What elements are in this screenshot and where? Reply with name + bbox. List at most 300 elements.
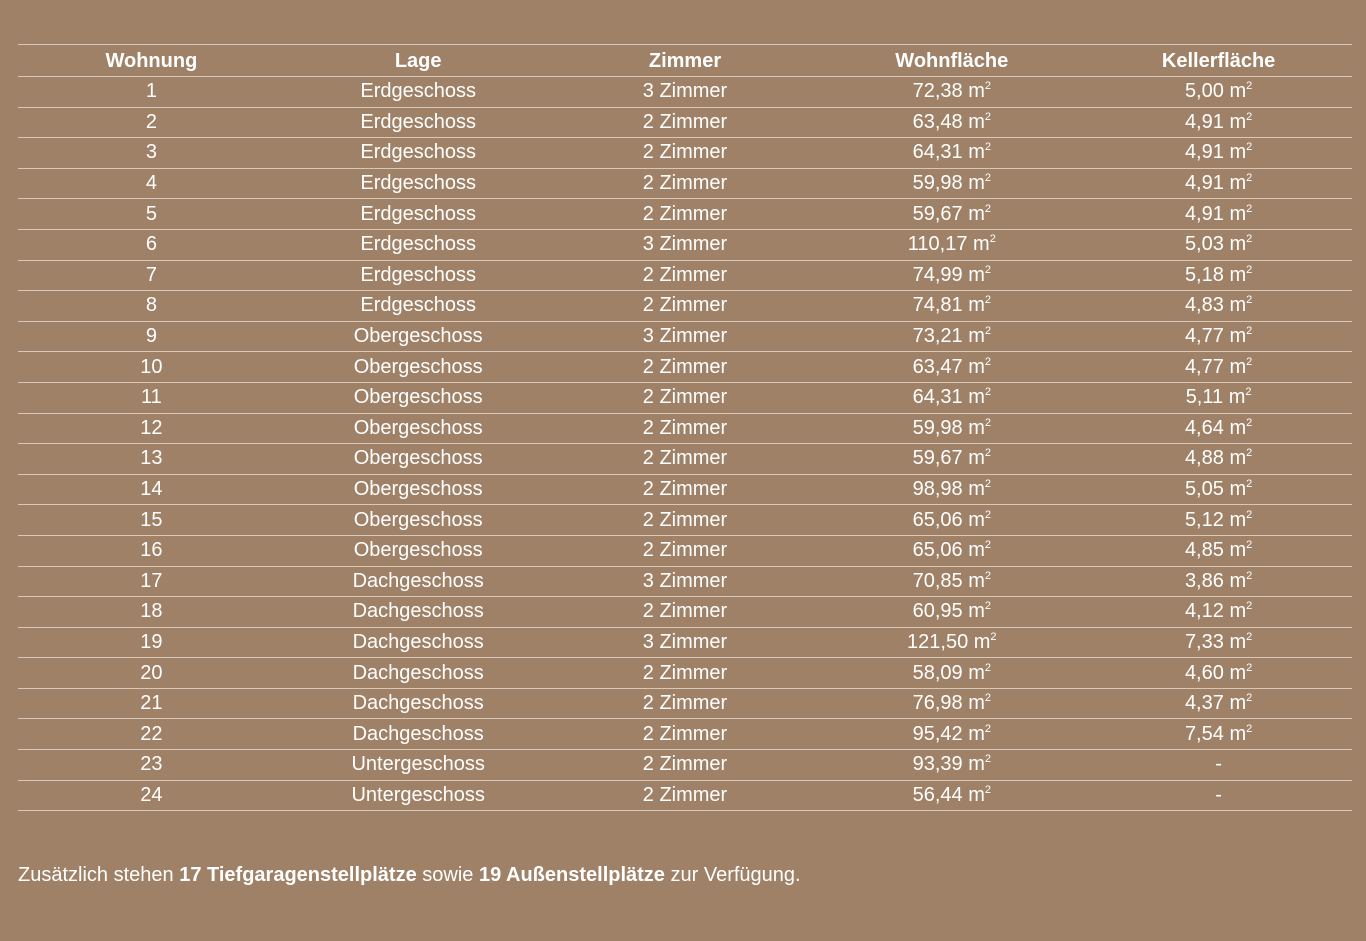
table-row xyxy=(18,658,1352,689)
cell-wohnflaeche-value: 59,67 xyxy=(912,202,963,225)
cell-wohnung-value: 2 xyxy=(145,110,157,133)
cell-kellerflaeche-value: 4,91 xyxy=(1184,110,1224,133)
cell-wohnflaeche-value: 63,48 xyxy=(912,110,963,133)
cell-zimmer xyxy=(552,566,819,597)
cell-kellerflaeche xyxy=(1085,260,1352,291)
unit-exponent: 2 xyxy=(1246,172,1253,185)
cell-lage-value: Erdgeschoss xyxy=(360,202,476,225)
cell-kellerflaeche xyxy=(1085,444,1352,475)
table-row xyxy=(18,719,1352,750)
cell-lage-value: Obergeschoss xyxy=(353,539,483,562)
cell-zimmer xyxy=(552,107,819,138)
table-row xyxy=(18,750,1352,781)
header-wohnung: Wohnung xyxy=(18,45,285,77)
unit-exponent: 2 xyxy=(984,110,991,123)
cell-wohnung-value: 9 xyxy=(145,325,157,348)
cell-wohnflaeche xyxy=(818,719,1085,750)
cell-zimmer xyxy=(552,535,819,566)
cell-wohnung-value: 13 xyxy=(140,447,163,470)
unit-label: m xyxy=(1229,569,1247,592)
unit-exponent: 2 xyxy=(1246,447,1253,460)
unit-label: m xyxy=(1229,722,1247,745)
cell-wohnflaeche-value: 76,98 xyxy=(912,692,963,715)
cell-kellerflaeche xyxy=(1085,597,1352,628)
unit-label: m xyxy=(968,325,985,348)
cell-zimmer-value: 2 Zimmer xyxy=(642,692,728,715)
table-row xyxy=(18,780,1352,811)
cell-kellerflaeche xyxy=(1085,107,1352,138)
cell-zimmer xyxy=(552,597,819,628)
unit-exponent: 2 xyxy=(1245,386,1252,399)
cell-kellerflaeche-value: 5,18 xyxy=(1184,263,1224,286)
cell-lage xyxy=(285,352,552,383)
unit-label: m xyxy=(968,141,985,164)
unit-exponent: 2 xyxy=(984,263,991,276)
cell-zimmer xyxy=(552,352,819,383)
cell-zimmer-value: 2 Zimmer xyxy=(642,478,728,501)
unit-label: m xyxy=(1229,355,1247,378)
unit-exponent: 2 xyxy=(984,692,991,705)
table-row xyxy=(18,382,1352,413)
unit-label: m xyxy=(968,692,985,715)
cell-lage-value: Erdgeschoss xyxy=(360,294,476,317)
cell-zimmer xyxy=(552,291,819,322)
cell-wohnflaeche-value: 110,17 xyxy=(907,233,968,256)
cell-lage xyxy=(285,780,552,811)
cell-wohnung-value: 16 xyxy=(140,539,163,562)
unit-exponent: 2 xyxy=(984,386,991,399)
unit-exponent: 2 xyxy=(1246,416,1253,429)
cell-lage-value: Untergeschoss xyxy=(351,753,485,776)
cell-lage xyxy=(285,321,552,352)
cell-wohnflaeche-value: 56,44 xyxy=(912,783,963,806)
table-row xyxy=(18,168,1352,199)
unit-exponent: 2 xyxy=(984,172,991,185)
cell-wohnflaeche-value: 64,31 xyxy=(912,386,963,409)
cell-wohnflaeche xyxy=(818,291,1085,322)
cell-lage-value: Erdgeschoss xyxy=(360,172,476,195)
unit-label: m xyxy=(968,110,985,133)
unit-label: m xyxy=(968,722,985,745)
cell-kellerflaeche-value: 5,03 xyxy=(1184,233,1224,256)
cell-kellerflaeche-value: 4,12 xyxy=(1184,600,1224,623)
cell-kellerflaeche-value: 4,91 xyxy=(1184,172,1224,195)
cell-wohnflaeche-value: 65,06 xyxy=(912,539,963,562)
cell-kellerflaeche-value: 5,05 xyxy=(1184,478,1224,501)
cell-zimmer-value: 3 Zimmer xyxy=(642,630,728,653)
cell-wohnung xyxy=(18,444,285,475)
cell-zimmer-value: 3 Zimmer xyxy=(642,80,728,103)
unit-label: m xyxy=(968,783,985,806)
cell-zimmer-value: 2 Zimmer xyxy=(642,508,728,531)
unit-exponent: 2 xyxy=(1246,294,1253,307)
cell-wohnung xyxy=(18,750,285,781)
cell-lage xyxy=(285,107,552,138)
cell-wohnflaeche-value: 58,09 xyxy=(912,661,963,684)
cell-zimmer xyxy=(552,229,819,260)
cell-wohnung-value: 10 xyxy=(140,355,163,378)
unit-label: m xyxy=(968,355,985,378)
cell-zimmer-value: 2 Zimmer xyxy=(642,447,728,470)
unit-label: m xyxy=(1229,110,1247,133)
footnote-outdoor-count: 19 Außenstellplätze xyxy=(478,864,665,886)
unit-label: m xyxy=(968,386,985,409)
header-lage: Lage xyxy=(285,45,552,77)
cell-zimmer xyxy=(552,780,819,811)
cell-wohnung-value: 20 xyxy=(140,661,163,684)
cell-kellerflaeche-value: 7,54 xyxy=(1184,722,1224,745)
cell-wohnflaeche-value: 121,50 xyxy=(907,630,969,653)
unit-label: m xyxy=(1229,447,1247,470)
unit-exponent: 2 xyxy=(1246,600,1253,613)
unit-label: m xyxy=(968,539,985,562)
unit-exponent: 2 xyxy=(1246,722,1253,735)
cell-wohnflaeche xyxy=(818,505,1085,536)
cell-zimmer-value: 2 Zimmer xyxy=(642,110,728,133)
cell-zimmer-value: 3 Zimmer xyxy=(642,325,728,348)
unit-exponent: 2 xyxy=(984,539,991,552)
cell-wohnflaeche-value: 70,85 xyxy=(912,569,963,592)
cell-lage xyxy=(285,260,552,291)
unit-label: m xyxy=(1229,172,1247,195)
unit-exponent: 2 xyxy=(1246,141,1253,154)
cell-wohnflaeche xyxy=(818,566,1085,597)
cell-zimmer-value: 2 Zimmer xyxy=(642,202,728,225)
unit-exponent: 2 xyxy=(1246,478,1253,491)
unit-label: m xyxy=(1229,692,1247,715)
cell-kellerflaeche-value: - xyxy=(1215,783,1222,806)
cell-wohnflaeche xyxy=(818,352,1085,383)
cell-kellerflaeche-value: 5,00 xyxy=(1184,80,1224,103)
table-row xyxy=(18,352,1352,383)
cell-lage-value: Erdgeschoss xyxy=(360,233,476,256)
unit-label: m xyxy=(1229,539,1247,562)
table-row xyxy=(18,444,1352,475)
cell-wohnflaeche-value: 59,98 xyxy=(912,172,963,195)
cell-wohnflaeche-value: 60,95 xyxy=(912,600,963,623)
cell-zimmer-value: 2 Zimmer xyxy=(642,661,728,684)
cell-wohnflaeche xyxy=(818,199,1085,230)
cell-kellerflaeche xyxy=(1085,321,1352,352)
cell-wohnung xyxy=(18,566,285,597)
cell-wohnung xyxy=(18,719,285,750)
cell-zimmer-value: 2 Zimmer xyxy=(642,539,728,562)
cell-lage-value: Untergeschoss xyxy=(351,783,485,806)
cell-zimmer xyxy=(552,168,819,199)
cell-kellerflaeche xyxy=(1085,688,1352,719)
cell-zimmer xyxy=(552,382,819,413)
unit-label: m xyxy=(968,202,985,225)
cell-kellerflaeche xyxy=(1085,77,1352,108)
unit-exponent: 2 xyxy=(984,325,991,338)
cell-wohnung xyxy=(18,321,285,352)
cell-wohnung xyxy=(18,535,285,566)
table-row xyxy=(18,505,1352,536)
cell-wohnflaeche-value: 65,06 xyxy=(912,508,963,531)
cell-lage-value: Erdgeschoss xyxy=(360,110,476,133)
cell-wohnung xyxy=(18,780,285,811)
cell-lage xyxy=(285,627,552,658)
cell-kellerflaeche xyxy=(1085,750,1352,781)
unit-exponent: 2 xyxy=(1246,630,1253,643)
cell-wohnung-value: 19 xyxy=(140,630,163,653)
cell-wohnflaeche xyxy=(818,77,1085,108)
cell-lage xyxy=(285,444,552,475)
unit-label: m xyxy=(968,172,985,195)
cell-lage xyxy=(285,199,552,230)
cell-wohnflaeche xyxy=(818,382,1085,413)
cell-wohnung xyxy=(18,229,285,260)
unit-exponent: 2 xyxy=(984,661,991,674)
cell-wohnflaeche xyxy=(818,535,1085,566)
cell-wohnung-value: 18 xyxy=(140,600,163,623)
unit-label: m xyxy=(1229,416,1247,439)
unit-exponent: 2 xyxy=(1246,661,1253,674)
cell-wohnung-value: 6 xyxy=(145,233,157,256)
cell-kellerflaeche xyxy=(1085,566,1352,597)
unit-exponent: 2 xyxy=(984,355,991,368)
unit-exponent: 2 xyxy=(984,416,991,429)
cell-zimmer-value: 2 Zimmer xyxy=(642,753,728,776)
cell-lage-value: Obergeschoss xyxy=(353,416,483,439)
table-row xyxy=(18,597,1352,628)
cell-zimmer-value: 2 Zimmer xyxy=(642,172,728,195)
cell-zimmer-value: 3 Zimmer xyxy=(642,569,728,592)
cell-wohnung xyxy=(18,77,285,108)
cell-wohnflaeche-value: 59,67 xyxy=(912,447,963,470)
cell-wohnung-value: 4 xyxy=(145,172,157,195)
cell-kellerflaeche xyxy=(1085,382,1352,413)
cell-wohnung xyxy=(18,413,285,444)
cell-wohnung xyxy=(18,688,285,719)
cell-lage-value: Obergeschoss xyxy=(353,355,483,378)
cell-wohnflaeche xyxy=(818,260,1085,291)
footnote-garage-count: 17 Tiefgaragenstellplätze xyxy=(179,864,417,886)
cell-wohnung xyxy=(18,597,285,628)
header-row xyxy=(18,45,1352,77)
cell-kellerflaeche-value: 4,91 xyxy=(1184,202,1224,225)
unit-label: m xyxy=(968,661,985,684)
cell-wohnung-value: 1 xyxy=(145,80,157,103)
unit-label: m xyxy=(1229,294,1247,317)
cell-lage xyxy=(285,474,552,505)
cell-wohnflaeche xyxy=(818,658,1085,689)
table-header xyxy=(18,45,1352,77)
cell-wohnung xyxy=(18,505,285,536)
cell-wohnung-value: 5 xyxy=(145,202,157,225)
cell-zimmer-value: 2 Zimmer xyxy=(642,294,728,317)
cell-wohnflaeche xyxy=(818,107,1085,138)
cell-wohnflaeche xyxy=(818,750,1085,781)
table-row xyxy=(18,688,1352,719)
cell-kellerflaeche xyxy=(1085,780,1352,811)
cell-zimmer xyxy=(552,413,819,444)
unit-exponent: 2 xyxy=(984,753,991,766)
unit-label: m xyxy=(968,508,985,531)
cell-wohnung-value: 14 xyxy=(140,478,163,501)
table-row xyxy=(18,474,1352,505)
unit-label: m xyxy=(1229,141,1247,164)
cell-wohnflaeche-value: 64,31 xyxy=(912,141,963,164)
table-row xyxy=(18,199,1352,230)
cell-lage-value: Obergeschoss xyxy=(353,508,483,531)
cell-lage xyxy=(285,168,552,199)
cell-wohnung xyxy=(18,260,285,291)
table-row xyxy=(18,229,1352,260)
cell-zimmer-value: 3 Zimmer xyxy=(642,233,728,256)
cell-wohnung-value: 12 xyxy=(140,416,163,439)
cell-wohnung-value: 22 xyxy=(140,722,163,745)
cell-wohnflaeche xyxy=(818,229,1085,260)
cell-lage xyxy=(285,597,552,628)
unit-label: m xyxy=(968,600,985,623)
cell-lage xyxy=(285,566,552,597)
cell-lage xyxy=(285,750,552,781)
cell-zimmer xyxy=(552,688,819,719)
cell-wohnflaeche-value: 74,81 xyxy=(912,294,963,317)
cell-lage-value: Erdgeschoss xyxy=(360,80,476,103)
table-row xyxy=(18,566,1352,597)
cell-zimmer xyxy=(552,750,819,781)
cell-lage xyxy=(285,77,552,108)
unit-exponent: 2 xyxy=(1246,569,1253,582)
cell-wohnflaeche-value: 59,98 xyxy=(912,416,963,439)
unit-label: m xyxy=(968,478,985,501)
unit-label: m xyxy=(1229,202,1247,225)
cell-lage xyxy=(285,229,552,260)
header-kellerflaeche: Kellerfläche xyxy=(1085,45,1352,77)
cell-kellerflaeche xyxy=(1085,627,1352,658)
table-row xyxy=(18,260,1352,291)
cell-wohnung xyxy=(18,352,285,383)
cell-wohnflaeche-value: 63,47 xyxy=(912,355,963,378)
cell-zimmer-value: 2 Zimmer xyxy=(642,783,728,806)
cell-zimmer xyxy=(552,199,819,230)
cell-kellerflaeche-value: 4,83 xyxy=(1184,294,1224,317)
cell-lage xyxy=(285,535,552,566)
cell-lage xyxy=(285,688,552,719)
cell-kellerflaeche-value: 4,60 xyxy=(1184,661,1224,684)
table-row xyxy=(18,107,1352,138)
unit-exponent: 2 xyxy=(1246,508,1253,521)
cell-lage xyxy=(285,382,552,413)
unit-exponent: 2 xyxy=(1246,110,1253,123)
cell-lage-value: Dachgeschoss xyxy=(352,722,484,745)
unit-exponent: 2 xyxy=(1246,539,1253,552)
unit-label: m xyxy=(1228,386,1246,409)
cell-lage xyxy=(285,719,552,750)
cell-zimmer xyxy=(552,719,819,750)
cell-kellerflaeche-value: 4,64 xyxy=(1184,416,1224,439)
cell-kellerflaeche-value: 4,37 xyxy=(1184,692,1224,715)
cell-kellerflaeche xyxy=(1085,474,1352,505)
unit-label: m xyxy=(968,569,985,592)
cell-wohnung xyxy=(18,107,285,138)
cell-kellerflaeche xyxy=(1085,535,1352,566)
unit-exponent: 2 xyxy=(984,508,991,521)
table-row xyxy=(18,321,1352,352)
cell-wohnung xyxy=(18,199,285,230)
cell-lage-value: Dachgeschoss xyxy=(352,569,484,592)
unit-label: m xyxy=(973,630,991,653)
unit-exponent: 2 xyxy=(984,783,991,796)
cell-kellerflaeche-value: 4,85 xyxy=(1184,539,1224,562)
unit-exponent: 2 xyxy=(989,233,996,246)
cell-wohnung xyxy=(18,138,285,169)
cell-wohnflaeche-value: 93,39 xyxy=(912,753,963,776)
unit-label: m xyxy=(1229,478,1247,501)
cell-zimmer xyxy=(552,138,819,169)
cell-wohnflaeche-value: 74,99 xyxy=(912,263,963,286)
cell-lage-value: Dachgeschoss xyxy=(352,661,484,684)
unit-exponent: 2 xyxy=(984,722,991,735)
cell-kellerflaeche-value: 4,77 xyxy=(1184,325,1224,348)
unit-exponent: 2 xyxy=(1246,233,1253,246)
cell-wohnung-value: 3 xyxy=(145,141,157,164)
cell-zimmer xyxy=(552,474,819,505)
unit-exponent: 2 xyxy=(1246,692,1253,705)
unit-label: m xyxy=(968,80,985,103)
cell-kellerflaeche xyxy=(1085,352,1352,383)
unit-exponent: 2 xyxy=(984,447,991,460)
unit-label: m xyxy=(968,416,985,439)
cell-lage xyxy=(285,505,552,536)
cell-wohnflaeche-value: 73,21 xyxy=(912,325,963,348)
cell-wohnung-value: 17 xyxy=(140,569,163,592)
cell-zimmer-value: 2 Zimmer xyxy=(642,263,728,286)
cell-zimmer xyxy=(552,444,819,475)
cell-lage-value: Erdgeschoss xyxy=(360,263,476,286)
parking-footnote xyxy=(18,864,801,887)
cell-lage-value: Obergeschoss xyxy=(353,386,483,409)
cell-lage-value: Obergeschoss xyxy=(353,478,483,501)
cell-lage xyxy=(285,138,552,169)
unit-exponent: 2 xyxy=(1246,80,1253,93)
cell-wohnflaeche xyxy=(818,413,1085,444)
unit-label: m xyxy=(973,233,990,256)
unit-exponent: 2 xyxy=(984,141,991,154)
cell-lage-value: Obergeschoss xyxy=(353,447,483,470)
unit-exponent: 2 xyxy=(1246,355,1253,368)
table-row xyxy=(18,138,1352,169)
cell-zimmer xyxy=(552,321,819,352)
cell-wohnflaeche xyxy=(818,780,1085,811)
cell-wohnung-value: 7 xyxy=(145,263,157,286)
unit-exponent: 2 xyxy=(984,80,991,93)
unit-label: m xyxy=(1229,508,1247,531)
cell-kellerflaeche-value: 7,33 xyxy=(1184,630,1224,653)
unit-label: m xyxy=(1229,263,1247,286)
cell-wohnflaeche xyxy=(818,168,1085,199)
cell-zimmer-value: 2 Zimmer xyxy=(642,722,728,745)
cell-wohnflaeche xyxy=(818,688,1085,719)
cell-zimmer xyxy=(552,260,819,291)
cell-zimmer xyxy=(552,658,819,689)
cell-wohnflaeche xyxy=(818,138,1085,169)
cell-lage-value: Erdgeschoss xyxy=(360,141,476,164)
cell-lage xyxy=(285,413,552,444)
cell-wohnung-value: 23 xyxy=(140,753,163,776)
unit-exponent: 2 xyxy=(984,202,991,215)
cell-lage xyxy=(285,658,552,689)
cell-kellerflaeche xyxy=(1085,168,1352,199)
cell-kellerflaeche xyxy=(1085,505,1352,536)
unit-label: m xyxy=(1229,325,1247,348)
cell-wohnflaeche xyxy=(818,321,1085,352)
cell-kellerflaeche xyxy=(1085,138,1352,169)
cell-kellerflaeche xyxy=(1085,413,1352,444)
table-body xyxy=(18,77,1352,811)
